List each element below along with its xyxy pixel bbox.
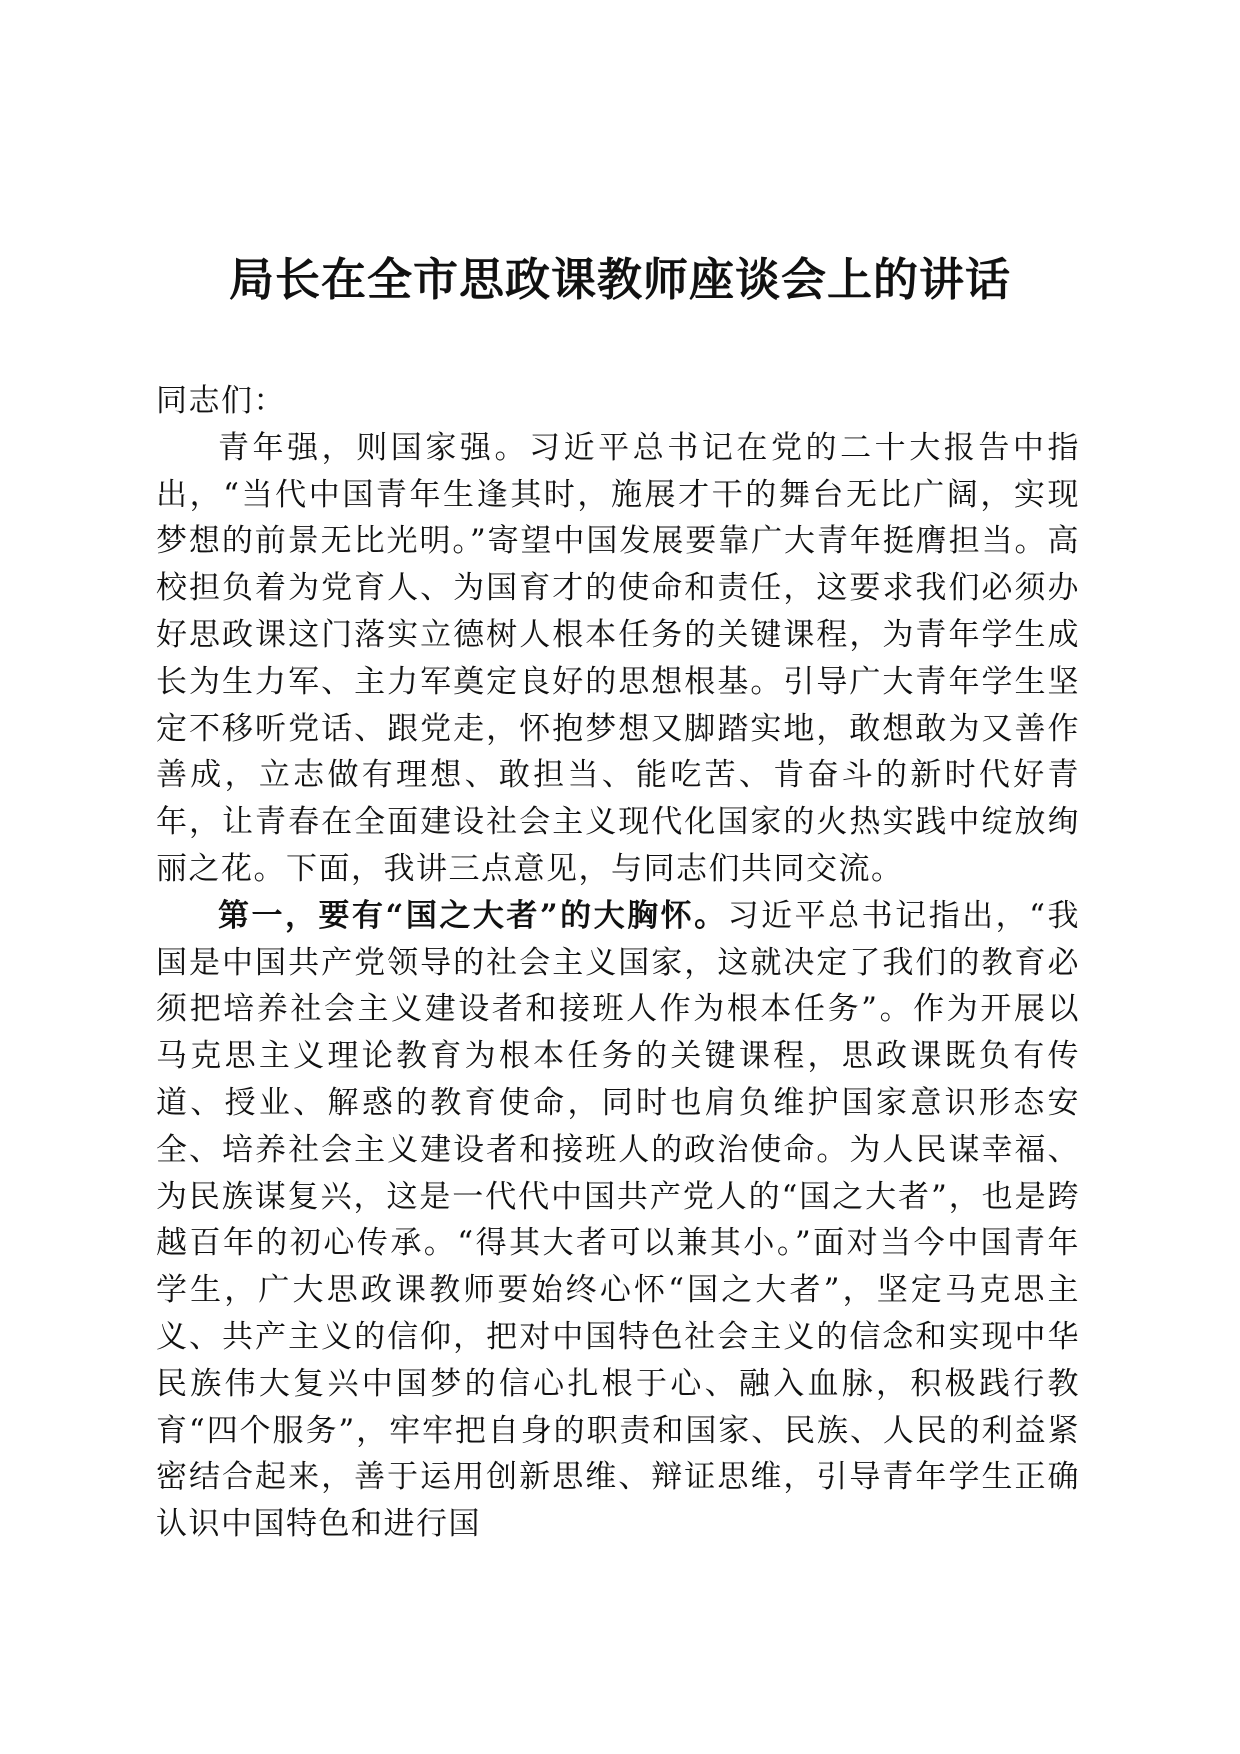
document-title: 局长在全市思政课教师座谈会上的讲话 xyxy=(228,253,1011,306)
document-body xyxy=(156,378,1080,1548)
first-point-heading: 第一，要有“国之大者”的大胸怀。 xyxy=(218,897,728,934)
salutation: 同志们： xyxy=(156,383,286,419)
first-point-body: 习近平总书记指出，“我国是中国共产党领导的社会主义国家，这就决定了我们的教育必须把培养社会主义建设者和接班人作为根本任务”。作为开展以马克思主义理论教育为根本任务的关键课程，思政课既负有传道、授业、解惑的教育使命，同时也肩负维护国家意识形态安全、培养社会主义建设者和接班人的政治使命。为人民谋幸福、为民族谋复兴，这是一代代中国共产党人的“国之大者”，也是跨越百年的初心传承。“得其大者可以兼其小。”面对当今中国青年学生，广大思政课教师要始终心怀“国之大者”，坚定马克思主义、共产主义的信仰，把对中国特色社会主义的信念和实现中华民族伟大复兴中国梦的信心扎根于心、融入血脉，积极践行教育“四个服务”，牢牢把自身的职责和国家、民族、人民的利益紧密结合起来，善于运用创新思维、辩证思维，引导青年学生正确认识中国特色和进行国 xyxy=(156,897,1080,1543)
paragraph-intro: 青年强，则国家强。习近平总书记在党的二十大报告中指出，“当代中国青年生逢其时，施展才干的舞台无比广阔，实现梦想的前景无比光明。”寄望中国发展要靠广大青年挺膺担当。高校担负着为党育人、为国育才的使命和责任，这要求我们必须办好思政课这门落实立德树人根本任务的关键课程，为青年学生成长为生力军、主力军奠定良好的思想根基。引导广大青年学生坚定不移听党话、跟党走，怀抱梦想又脚踏实地，敢想敢为又善作善成，立志做有理想、敢担当、能吃苦、肯奋斗的新时代好青年，让青春在全面建设社会主义现代化国家的火热实践中绽放绚丽之花。下面，我讲三点意见，与同志们共同交流。 xyxy=(156,429,1080,887)
paragraph-first-point xyxy=(156,893,1080,1548)
